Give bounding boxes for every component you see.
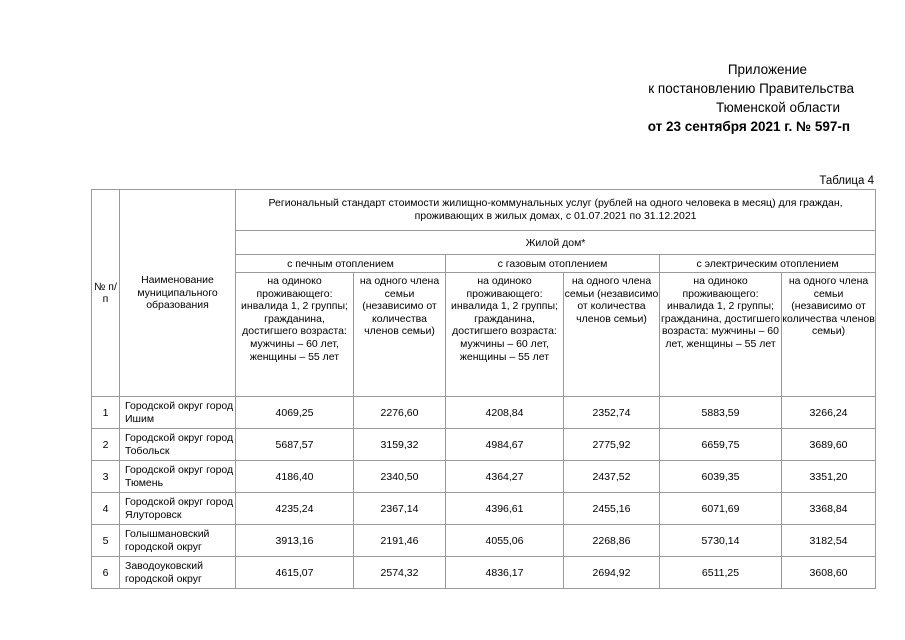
value-cell: 4615,07	[236, 557, 354, 589]
value-cell: 6039,35	[660, 461, 782, 493]
value-cell: 2268,86	[564, 525, 660, 557]
value-cell: 4069,25	[236, 397, 354, 429]
municipality-name: Городской округ город Тюмень	[120, 461, 236, 493]
subcol-single: на одиноко проживающего: инвалида 1, 2 группы; гражданина, достигшего возраста: мужчины – 60 лет, женщины – 55 лет	[446, 273, 564, 397]
row-number: 3	[92, 461, 120, 493]
subcol-family-member: на одного члена семьи (независимо от количества членов семьи)	[564, 273, 660, 397]
value-cell: 2775,92	[564, 429, 660, 461]
value-cell: 4055,06	[446, 525, 564, 557]
subcol-family-member: на одного члена семьи (независимо от количества членов семьи)	[782, 273, 876, 397]
value-cell: 6071,69	[660, 493, 782, 525]
value-cell: 2340,50	[354, 461, 446, 493]
value-cell: 2455,16	[564, 493, 660, 525]
col-num-header: № п/п	[92, 190, 120, 397]
table-row	[92, 397, 876, 429]
municipality-name: Заводоуковский городской округ	[120, 557, 236, 589]
value-cell: 2352,74	[564, 397, 660, 429]
document-header	[648, 60, 854, 136]
standard-cost-table	[91, 189, 876, 589]
value-cell: 3159,32	[354, 429, 446, 461]
value-cell: 4396,61	[446, 493, 564, 525]
value-cell: 3351,20	[782, 461, 876, 493]
value-cell: 6511,25	[660, 557, 782, 589]
col-name-header: Наименование муниципального образования	[120, 190, 236, 397]
row-number: 5	[92, 525, 120, 557]
municipality-name: Городской округ город Ялуторовск	[120, 493, 236, 525]
table-row	[92, 493, 876, 525]
value-cell: 2191,46	[354, 525, 446, 557]
table-row	[92, 525, 876, 557]
row-number: 2	[92, 429, 120, 461]
subcol-single: на одиноко проживающего: инвалида 1, 2 группы; гражданина, достигшего возраста: мужчины – 60 лет, женщины – 55 лет	[236, 273, 354, 397]
header-line-date: от 23 сентября 2021 г. № 597-п	[647, 119, 850, 134]
row-number: 4	[92, 493, 120, 525]
municipality-name: Городской округ город Ишим	[120, 397, 236, 429]
header-line-appendix: Приложение	[727, 62, 807, 77]
municipality-name: Голышмановский городской округ	[120, 525, 236, 557]
value-cell: 6659,75	[660, 429, 782, 461]
table-label: Таблица 4	[819, 175, 874, 187]
group-electric-heating: с электрическим отоплением	[660, 255, 876, 273]
value-cell: 4186,40	[236, 461, 354, 493]
value-cell: 2574,32	[354, 557, 446, 589]
municipality-name: Городской округ город Тобольск	[120, 429, 236, 461]
value-cell: 3913,16	[236, 525, 354, 557]
group-gas-heating: с газовым отоплением	[446, 255, 660, 273]
group-stove-heating: с печным отоплением	[236, 255, 446, 273]
header-line-resolution: к постановлению Правительства	[648, 81, 854, 96]
table-row	[92, 461, 876, 493]
value-cell: 3368,84	[782, 493, 876, 525]
value-cell: 3689,60	[782, 429, 876, 461]
value-cell: 4836,17	[446, 557, 564, 589]
header-line-region: Тюменской области	[716, 100, 840, 115]
value-cell: 5730,14	[660, 525, 782, 557]
value-cell: 4364,27	[446, 461, 564, 493]
row-number: 6	[92, 557, 120, 589]
value-cell: 3182,54	[782, 525, 876, 557]
value-cell: 5883,59	[660, 397, 782, 429]
value-cell: 2276,60	[354, 397, 446, 429]
value-cell: 4984,67	[446, 429, 564, 461]
value-cell: 2437,52	[564, 461, 660, 493]
main-header: Региональный стандарт стоимости жилищно-коммунальных услуг (рублей на одного человека в месяц) для граждан, проживающих в жилых домах, с 01.07.2021 по 31.12.2021	[236, 190, 876, 231]
value-cell: 3266,24	[782, 397, 876, 429]
subcol-family-member: на одного члена семьи (независимо от количества членов семьи)	[354, 273, 446, 397]
row-number: 1	[92, 397, 120, 429]
value-cell: 5687,57	[236, 429, 354, 461]
value-cell: 2694,92	[564, 557, 660, 589]
table-row	[92, 557, 876, 589]
value-cell: 4208,84	[446, 397, 564, 429]
value-cell: 2367,14	[354, 493, 446, 525]
value-cell: 3608,60	[782, 557, 876, 589]
group-header-house: Жилой дом*	[236, 231, 876, 255]
value-cell: 4235,24	[236, 493, 354, 525]
table-row	[92, 429, 876, 461]
subcol-single: на одиноко проживающего: инвалида 1, 2 группы; гражданина, достигшего возраста: мужчины – 60 лет, женщины – 55 лет	[660, 273, 782, 397]
